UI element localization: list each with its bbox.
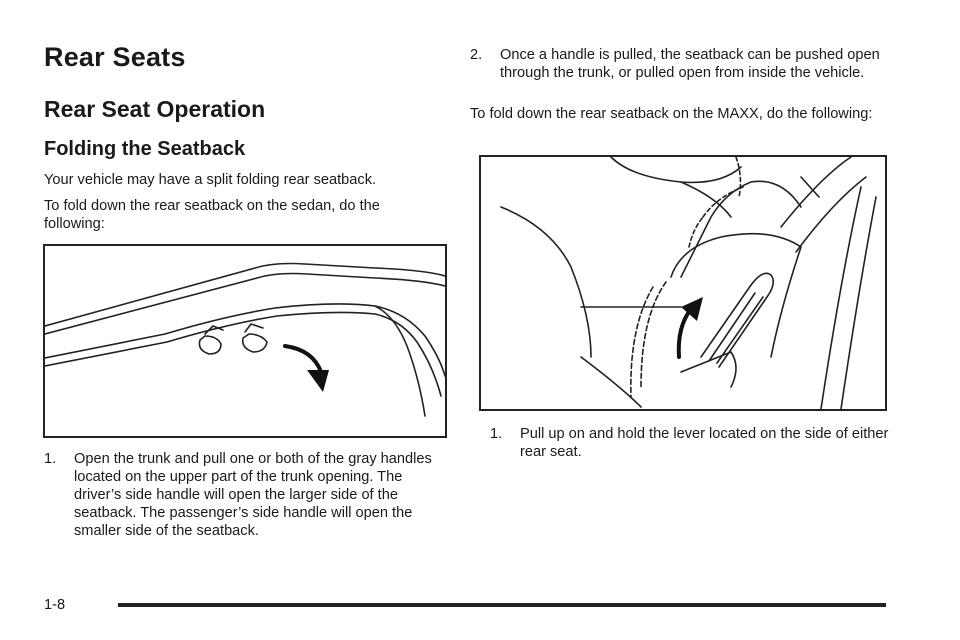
sedan-step-2	[470, 46, 890, 82]
footer-rule	[118, 603, 886, 607]
seat-lever-drawing	[481, 157, 885, 409]
maxx-instructions-lead: To fold down the rear seatback on the MAXX, do the following:	[470, 106, 873, 122]
section-heading: Rear Seat Operation	[44, 96, 266, 122]
sedan-step-1	[44, 450, 444, 540]
step-text: Pull up on and hold the lever located on the side of either rear seat.	[520, 426, 889, 460]
step-number: 2.	[470, 47, 483, 63]
step-number: 1.	[44, 451, 57, 467]
subsection-heading: Folding the Seatback	[44, 138, 246, 160]
step-text: Once a handle is pulled, the seatback can be pushed open through the trunk, or pulled open from inside the vehicle.	[500, 47, 880, 81]
sedan-instructions-lead: To fold down the rear seatback on the sedan, do the following:	[44, 198, 380, 232]
sedan-trunk-handles-illustration	[43, 244, 447, 438]
step-number: 1.	[490, 426, 503, 442]
maxx-seat-lever-illustration	[479, 155, 887, 411]
step-text: Open the trunk and pull one or both of the gray handles located on the upper part of the trunk opening. The driver’s side handle will open the larger side of the seatback. The passenger’s side handle will open the smaller side of the seatback.	[74, 451, 432, 539]
trunk-opening-drawing	[45, 246, 445, 436]
page-number: 1-8	[44, 597, 66, 613]
maxx-step-1	[490, 425, 890, 461]
intro-paragraph: Your vehicle may have a split folding rear seatback.	[44, 172, 377, 188]
page-title: Rear Seats	[44, 42, 186, 72]
